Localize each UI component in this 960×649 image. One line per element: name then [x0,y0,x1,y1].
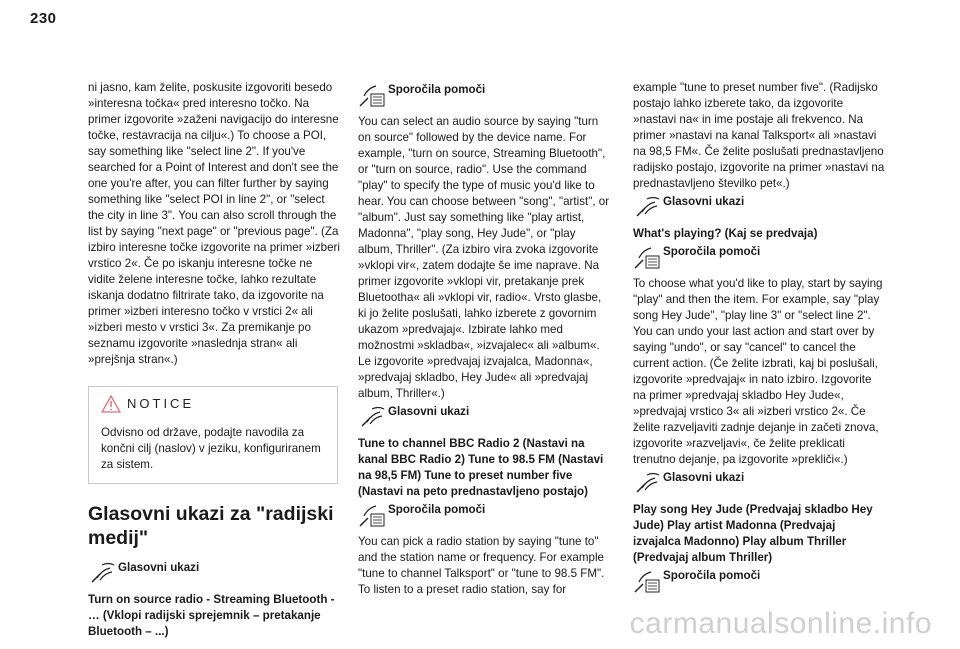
column-right [633,80,885,600]
command-text: What's playing? (Kaj se predvaja) [633,227,818,240]
radio-station-paragraph: You can pick a radio station by saying "tune to" and the station name or frequency. For example "tune to channel Talksport" or "tune to 98.5 FM". To listen to a preset radio station, say for [358,535,605,596]
voice-command-icon [358,404,386,430]
help-message-icon [358,82,386,108]
help-messages-label: Sporočila pomoči [663,245,761,258]
notice-header [101,395,325,413]
voice-commands-label: Glasovni ukazi [663,195,745,208]
help-messages-label: Sporočila pomoči [663,569,761,582]
command-text: Tune to channel BBC Radio 2 (Nastavi na kanal BBC Radio 2) Tune to 98.5 FM (Nastavi na 98,5 FM) Tune to preset number five (Nastavi na peto prednastavljeno postajo) [358,437,604,498]
help-message-icon [633,568,661,594]
notice-text: Odvisno od države, podajte navodila za končni cilj (naslov) v jeziku, konfiguriranem za sistem. [101,426,321,471]
voice-commands-heading [633,194,885,220]
voice-commands-heading [88,560,340,586]
command-text: Play song Hey Jude (Predvajaj skladbo Hey Jude) Play artist Madonna (Predvajaj izvajalca Madonno) Play album Thriller (Predvajaj album Thriller) [633,503,873,564]
audio-source-paragraph: You can select an audio source by saying "turn on source" followed by the device name. For example, "turn on source, Streaming Bluetooth", or "turn on source, radio". Use the command "play" to specify the type of music you'd like to hear. You can choose between "song", "artist", or "album". Just say something like "play artist, Madonna", "play song, Hey Jude", or "play album, Thriller". (Za izbiro vira zvoka izgovorite »vklopi vir«, zatem dodajte še ime naprave. Na primer izgovorite »vklopi vir, pretakanje prek Bluetootha« ali »vklopi vir, radio«. Vrsto glasbe, ki jo želite poslušati, lahko izberete z govornim ukazom »predvajaj«. Izbirate lahko med možnostmi »skladba«, »izvajalec« ali »album«. Le izgovorite »predvajaj izvajalca, Madonna«, »predvajaj skladbo, Hey Jude« ali »predvajaj album, Thriller«.) [358,115,610,400]
voice-commands-heading [633,470,885,496]
voice-commands-label: Glasovni ukazi [663,471,745,484]
voice-command-icon [633,194,661,220]
voice-commands-label: Glasovni ukazi [118,561,200,574]
notice-box [88,386,338,484]
help-message-icon [358,502,386,528]
page-number: 230 [30,10,57,27]
play-paragraph: To choose what you'd like to play, start by saying "play" and then the item. For example, say "play song Hey Jude", "play line 3" or "select line 2". You can undo your last action and start over by saying "undo", or say "cancel" to cancel the current action. (Če želite izbrati, kaj bi poslušali, izgovorite »predvajaj« in nato izbiro. Izgovorite na primer »predvajaj skladbo Hey Jude«, »predvajaj vrstico 3« ali »izberi vrstico 2«. Če želite razveljaviti zadnje dejanje in začeti znova, izgovorite »razveljavi«, če želite preklicati trenutno dejanje, pa izgovorite »prekliči«.) [633,277,883,466]
preset-paragraph: example "tune to preset number five". (Radijsko postajo lahko izberete tako, da izgovorite »nastavi na« in ime postaje ali frekvenco. Na primer »nastavi na kanal Talksport« ali »nastavi na 98,5 FM«. Če želite poslušati prednastavljeno radijsko postajo, izgovorite na primer »nastavi na prednastavljeno številko pet«.) [633,81,885,190]
watermark: carmanualsonline.info [629,607,932,640]
voice-command-icon [633,470,661,496]
help-heading-1 [633,244,885,270]
voice-command-icon [88,560,116,586]
notice-title: NOTICE [127,396,195,411]
poi-paragraph: ni jasno, kam želite, poskusite izgovoriti besedo »interesna točka« pred interesno točko. Na primer izgovorite »zaženi navigacijo do interesne točke, restavracija na cilju«.) To choose a POI, say something like "select line 2". If you've searched for a Point of Interest and don't see the one you're after, you can filter further by saying something like "select POI in line 2", or "select the city in line 3". You can also scroll through the list by saying "next page" or "previous page". (Za izbiro interesne točke izgovorite na primer »izberi vrstico 2«. Če po iskanju interesne točke ne vidite želene interesne točke, lahko rezultate iskanja dodatno filtrirate tako, da izgovorite na primer »izberi interesno točko v vrstici 2« ali »izberi mesto v vrstici 3«. Za premikanje po seznamu izgovorite »naslednja stran« ali »prejšnja stran«.) [88,81,340,366]
voice-commands-heading [358,404,610,430]
voice-commands-label: Glasovni ukazi [388,405,470,418]
warning-icon [101,395,121,413]
help-heading-1 [358,82,610,108]
section-title: Glasovni ukazi za "radijski medij" [88,503,334,549]
help-heading-2 [358,502,610,528]
command-text: Turn on source radio - Streaming Bluetooth - … (Vklopi radijski sprejemnik – pretakanje Bluetooth – ...) [88,593,335,638]
column-left [88,80,340,640]
help-messages-label: Sporočila pomoči [388,83,486,96]
help-messages-label: Sporočila pomoči [388,503,486,516]
help-heading-2 [633,568,885,594]
help-message-icon [633,244,661,270]
column-middle [358,80,610,598]
